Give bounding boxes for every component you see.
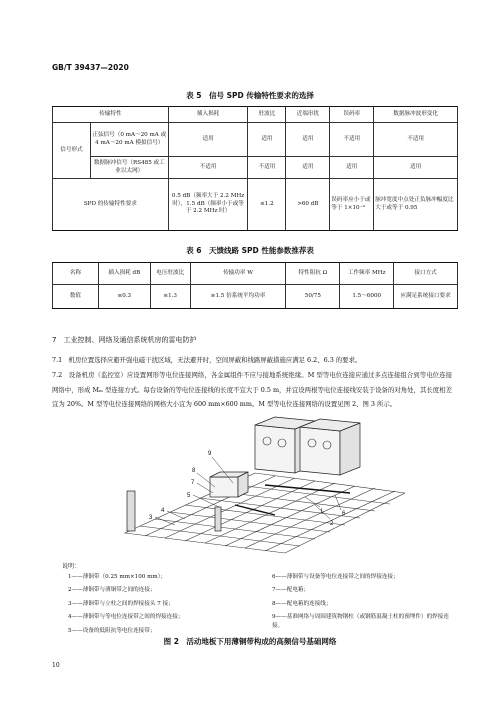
- t6-header-insertion: 插入损耗 dB: [98, 263, 150, 285]
- t6-header-frequency: 工作频率 MHz: [340, 263, 394, 285]
- t5-spd-label: SPD 的传输特性要求: [53, 179, 169, 231]
- legend-title: 说明：: [62, 563, 81, 570]
- t5-header-crosstalk: 近端串扰: [286, 107, 330, 123]
- callout-label: 6: [342, 511, 346, 517]
- paragraph-7-2: 7.2 设备机房（监控室）应设置网形等电位连接网络，各金属组件不应与接地系统绝缘。M 型等电位连接应通过多点连接组合到等电位连接网络中，形成 Mₘ 型连接方式。每台设备的等电位连接线的长度不宜大于 0.5 m，并宜设两根等电位连接线安装于设备的对角处，其长度相差宜为 20%。M 型等电位连接网络的网格大小宜为 600 mm×600 mm。M 型等电位连接网络的设置见图 2、图 3 所示。: [52, 371, 452, 408]
- legend-item: 5——设备的低阻抗等电位连接带；: [68, 627, 156, 634]
- table-cell: 1.5～6000: [340, 285, 394, 309]
- callout-label: 3: [149, 515, 153, 521]
- callout-label: 5: [187, 493, 191, 499]
- page-number: 10: [52, 662, 60, 669]
- table-cell: ≤0.3: [98, 285, 150, 309]
- legend-item: 1——薄铜带（0.25 mm×100 mm）；: [68, 574, 167, 580]
- callout-label: 9: [208, 451, 212, 457]
- paragraph-7-1: 7.1 机房位置选择应避开强电磁干扰区域，无法避开时，空间屏蔽和线路屏蔽措施应满足 6.2、6.3 的要求。: [52, 356, 362, 364]
- table-cell: 不适用: [374, 123, 458, 157]
- t6-header-impedance: 特性阻抗 Ω: [286, 263, 340, 285]
- distribution-box: [210, 472, 248, 497]
- t5-group-label: 信号形式: [53, 123, 91, 179]
- t5-header-feature: 传输特性: [53, 107, 169, 123]
- t5-row-label: 数据脉冲信号（RS485 或工业以太网）: [90, 157, 168, 179]
- t5-spd-vswr: ≤1.2: [248, 179, 286, 231]
- legend-right-column: [272, 571, 458, 631]
- t5-header-pulse: 数据脉冲波形变化: [374, 107, 458, 123]
- table-cell: 应满足系统接口要求: [394, 285, 458, 309]
- legend-item: 2——薄铜带与薄铜带之间的连接；: [68, 587, 156, 594]
- figure-2-drawing: [115, 415, 405, 555]
- t5-spd-insertion: 0.5 dB（频率大于 2.2 MHz 时），1.5 dB（频率小于或等于 2.2 MHz 时）: [168, 179, 248, 231]
- table-cell: 适用: [286, 123, 330, 157]
- table-cell: 50/75: [286, 285, 340, 309]
- t5-header-vswr: 驻波比: [248, 107, 286, 123]
- table-cell: ≤1.3: [150, 285, 190, 309]
- t6-header-vswr: 电压驻波比: [150, 263, 190, 285]
- legend-item: 8——配电箱的连接线；: [272, 600, 332, 607]
- table6-caption: 表 6 天馈线路 SPD 性能参数推荐表: [186, 246, 314, 255]
- table-cell: 适用: [286, 157, 330, 179]
- table-cell: 数值: [53, 285, 99, 309]
- figure-caption: 图 2 活动地板下用薄铜带构成的高频信号基础网络: [163, 637, 337, 646]
- t5-row-label: 正弦信号（0 mA～20 mA 或 4 mA～20 mA 模拟信号）: [90, 123, 168, 157]
- callout-label: 1: [320, 509, 324, 515]
- table-cell: 不适用: [168, 157, 248, 179]
- bonding-straps: [235, 485, 350, 515]
- callout-label: 4: [161, 508, 165, 514]
- t6-header-name: 名称: [53, 263, 99, 285]
- table5-caption: 表 5 信号 SPD 传输特性要求的选择: [186, 91, 314, 100]
- legend-item: 4——薄铜带与等电位连接带之间的焊接连接；: [68, 614, 184, 621]
- t5-header-insertion: 插入损耗: [168, 107, 248, 123]
- legend-item: 9——基准网络与周围建筑物钢柱（或钢筋混凝土柱的预埋件）的焊接连接。: [272, 614, 449, 630]
- t5-spd-crosstalk: >60 dB: [286, 179, 330, 231]
- equipment-cabinets: [255, 417, 360, 475]
- t6-header-power: 传输功率 W: [190, 263, 286, 285]
- standard-header: GB/T 39437—2020: [52, 63, 129, 72]
- callout-label: 2: [330, 521, 334, 527]
- callout-label: 8: [192, 468, 196, 474]
- t5-header-ber: 误码率: [330, 107, 374, 123]
- table5: [52, 106, 458, 231]
- t5-spd-pulse: 脉冲宽度中点处正负脉冲幅度比大于或等于 0.95: [374, 179, 458, 231]
- table-cell: 不适用: [330, 123, 374, 157]
- steel-columns: [127, 491, 221, 531]
- legend-item: 7——配电箱；: [272, 587, 310, 594]
- legend-item: 3——薄铜带与立柱之间的焊接接头 7 接；: [68, 600, 174, 607]
- legend-item: 6——薄铜带与设备等电位连接带之间的焊接连接；: [272, 574, 399, 580]
- legend-left-column: [68, 571, 268, 638]
- t5-spd-ber: 误码率应小于或等于 1×10⁻⁹: [330, 179, 374, 231]
- table-cell: 适用: [374, 157, 458, 179]
- table6: [52, 262, 458, 309]
- t6-header-interface: 接口方式: [394, 263, 458, 285]
- section-heading: 7 工业控制、网络及通信系统机房的雷电防护: [52, 336, 197, 344]
- table-cell: 不适用: [248, 157, 286, 179]
- table-cell: 适用: [168, 123, 248, 157]
- table-cell: 适用: [248, 123, 286, 157]
- table-cell: ≥1.5 倍系统平均功率: [190, 285, 286, 309]
- table-cell: 适用: [330, 157, 374, 179]
- callout-label: 7: [191, 480, 195, 486]
